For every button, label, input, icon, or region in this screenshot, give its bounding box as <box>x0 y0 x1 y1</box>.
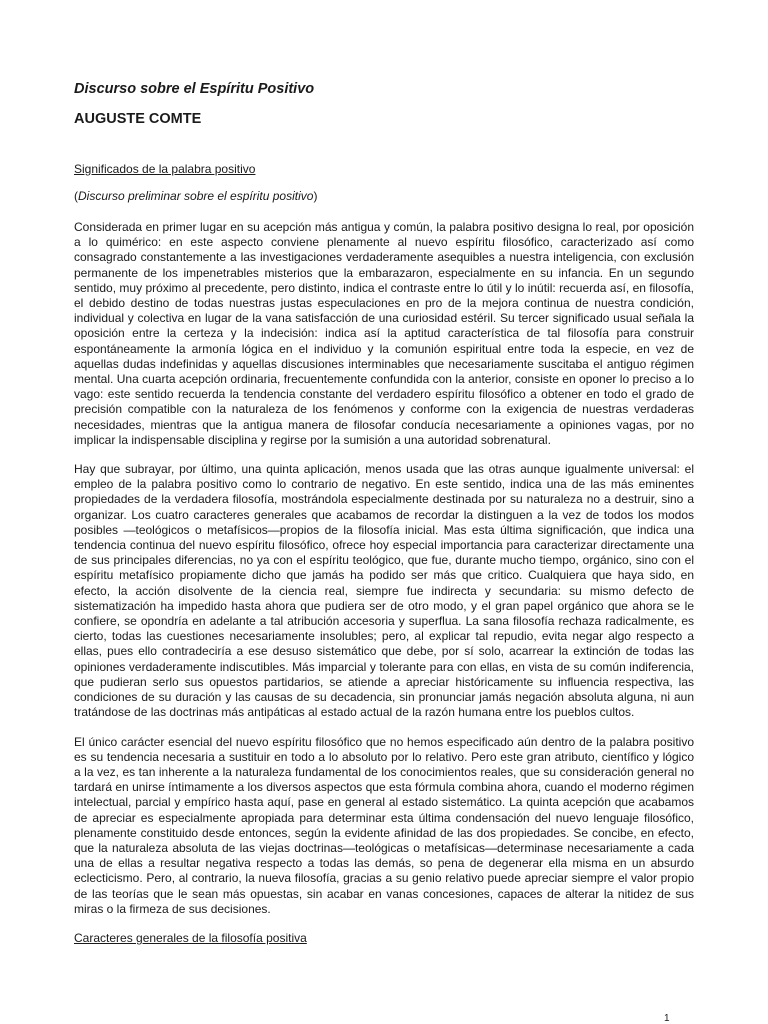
section-heading-significados: Significados de la palabra positivo <box>74 162 256 176</box>
subtitle-close-paren: ) <box>313 189 318 203</box>
document-author: AUGUSTE COMTE <box>74 111 202 127</box>
subtitle-open-paren: ( <box>74 189 78 203</box>
section-heading-caracteres: Caracteres generales de la filosofía positiva <box>74 930 307 945</box>
paragraph-1: Considerada en primer lugar en su acepción más antigua y común, la palabra positivo designa lo real, por oposición a lo quimérico: en este aspecto conviene plenamente al nuevo espíritu filosófico, caracterizado así como consagrado constantemente a las investigaciones verdaderamente asequibles a nuestra inteligencia, con exclusión permanente de los impenetrables misterios que la embarazaron, especialmente en su infancia. En un segundo sentido, muy próximo al precedente, pero distinto, indica el contraste entre lo útil y lo inútil: recuerda así, en filosofía, el debido destino de todas nuestras justas especulaciones en pro de la mejora continua de nuestra condición, individual y colectiva en lugar de la vana satisfacción de una curiosidad estéril. Su tercer significado usual señala la oposición entre la certeza y la indecisión: indica así la aptitud característica de tal filosofía para construir espontáneamente la armonía lógica en el individuo y la comunión espiritual entre toda la especie, en vez de aquellas dudas indefinidas y aquellas discusiones interminables que necesariamente suscitaba el antiguo régimen mental. Una cuarta acepción ordinaria, frecuentemente confundida con la anterior, consiste en oponer lo preciso a lo vago: este sentido recuerda la tendencia constante del verdadero espíritu filosófico a obtener en todo el grado de precisión compatible con la naturaleza de los fenómenos y conforme con la exigencia de nuestras verdaderas necesidades, mientras que la antigua manera de filosofar conducía necesariamente a opiniones vagas, por no implicar la indispensable disciplina y regirse por la sumisión a una autoridad sobrenatural. <box>74 220 694 447</box>
document-title: Discurso sobre el Espíritu Positivo <box>74 81 315 97</box>
section-subtitle <box>74 189 694 204</box>
subtitle-text: Discurso preliminar sobre el espíritu positivo <box>78 189 314 203</box>
page-number: 1 <box>664 1013 670 1024</box>
paragraph-2: Hay que subrayar, por último, una quinta aplicación, menos usada que las otras aunque igualmente universal: el empleo de la palabra positivo como lo contrario de negativo. En este sentido, indica una de las más eminentes propiedades de la verdadera filosofía, mostrándola especialmente destinada por su naturaleza no a destruir, sino a organizar. Los cuatro caracteres generales que acabamos de recordar la distinguen a la vez de todos los modos posibles —teológicos o metafísicos—propios de la filosofía inicial. Mas esta última significación, que indica una tendencia continua del nuevo espíritu filosófico, ofrece hoy especial importancia para caracterizar directamente una de sus principales diferencias, no ya con el espíritu teológico, que fue, durante mucho tiempo, orgánico, sino con el espíritu metafísico propiamente dicho que jamás ha podido ser más que critico. Cualquiera que haya sido, en efecto, la acción disolvente de la ciencia real, siempre fue indirecta y secundaria: su mismo defecto de sistematización ha impedido hasta ahora que pudiera ser de otro modo, y el gran papel orgánico que ahora se le confiere, se opondría en adelante a tal atribución accesoria y superflua. La sana filosofía rechaza radicalmente, es cierto, todas las cuestiones necesariamente insolubles; pero, al explicar tal repudio, evita negar algo respecto a ellas, pues ello contradeciría a ese desuso sistemático que debe, por sí solo, acarrear la extinción de todas las opiniones verdaderamente indiscutibles. Más imparcial y tolerante para con ellas, en vista de su común indiferencia, que pudieran serlo sus opuestos partidarios, se atiende a apreciar históricamente su influencia respectiva, las condiciones de su duración y las causas de su decadencia, sin pronunciar jamás negación absoluta alguna, ni aun tratándose de las doctrinas más antipáticas al estado actual de la razón humana entre los pueblos cultos. <box>74 462 694 720</box>
document-page <box>74 80 694 946</box>
paragraph-3: El único carácter esencial del nuevo espíritu filosófico que no hemos especificado aún dentro de la palabra positivo es su tendencia necesaria a sustituir en todo a lo absoluto por lo relativo. Pero este gran atributo, científico y lógico a la vez, es tan inherente a la naturaleza fundamental de los conocimientos reales, que su consideración general no tardará en unirse íntimamente a los diversos aspectos que esta fórmula combina ahora, cuando el moderno régimen intelectual, parcial y empírico hasta aquí, pase en general al estado sistemático. La quinta acepción que acabamos de apreciar es especialmente apropiada para determinar esta última condensación del nuevo lenguaje filosófico, plenamente constituido desde entonces, según la evidente afinidad de las dos propiedades. Se concibe, en efecto, que la naturaleza absoluta de las viejas doctrinas—teológicas o metafísicas—determinase necesariamente a cada una de ellas a resultar negativa respecto a todas las demás, so pena de degenerar ella misma en un absurdo eclecticismo. Pero, al contrario, la nueva filosofía, gracias a su genio relativo puede apreciar siempre el valor propio de las teorías que le sean más opuestas, sin acabar en vanas concesiones, capaces de alterar la nitidez de sus miras o la firmeza de sus decisiones. <box>74 734 694 916</box>
